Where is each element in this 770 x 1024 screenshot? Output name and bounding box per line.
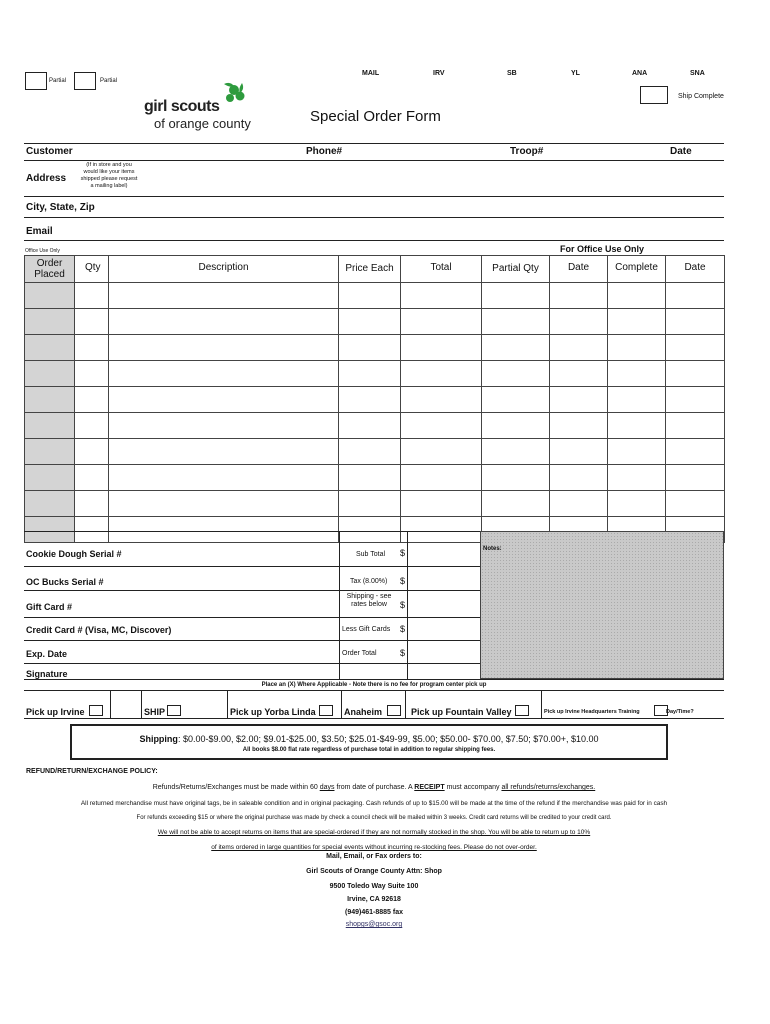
partial-label-2: Partial bbox=[100, 78, 118, 84]
col-date-1: Date bbox=[550, 256, 608, 283]
order-cell[interactable] bbox=[550, 335, 608, 361]
order-cell[interactable] bbox=[25, 283, 75, 309]
order-cell[interactable] bbox=[109, 309, 339, 335]
order-cell[interactable] bbox=[25, 491, 75, 517]
pickup-irvine-label: Pick up Irvine bbox=[26, 707, 85, 717]
order-cell[interactable] bbox=[401, 439, 482, 465]
contact-line-1: Mail, Email, or Fax orders to: bbox=[326, 853, 422, 860]
col-qty: Qty bbox=[75, 256, 109, 283]
tax-dollar: $ bbox=[400, 576, 406, 586]
order-row bbox=[25, 439, 725, 465]
order-cell[interactable] bbox=[109, 439, 339, 465]
cookie-dough-label: Cookie Dough Serial # bbox=[26, 549, 122, 559]
policy-heading: REFUND/RETURN/EXCHANGE POLICY: bbox=[26, 768, 158, 775]
page-title: Special Order Form bbox=[310, 108, 441, 125]
order-cell[interactable] bbox=[608, 335, 666, 361]
notes-area[interactable] bbox=[480, 531, 724, 679]
shipping-label: Shipping - see rates below bbox=[346, 593, 392, 608]
order-cell[interactable] bbox=[608, 309, 666, 335]
sub-total-label: Sub Total bbox=[356, 551, 386, 558]
order-row bbox=[25, 335, 725, 361]
order-cell[interactable] bbox=[401, 335, 482, 361]
order-cell[interactable] bbox=[666, 413, 725, 439]
order-cell[interactable] bbox=[482, 387, 550, 413]
order-cell[interactable] bbox=[109, 491, 339, 517]
col-price-each: Price Each bbox=[339, 256, 401, 283]
order-cell[interactable] bbox=[75, 517, 109, 543]
partial-label-1: Partial bbox=[49, 78, 67, 84]
order-cell[interactable] bbox=[339, 361, 401, 387]
order-cell[interactable] bbox=[608, 283, 666, 309]
order-cell[interactable] bbox=[339, 465, 401, 491]
policy-line-5: of items ordered in large quantities for special events without incurring re-stocking fees. Please do not over-order. bbox=[211, 844, 537, 851]
contact-line-4: Irvine, CA 92618 bbox=[347, 896, 401, 903]
signature-label: Signature bbox=[26, 669, 68, 679]
order-cell[interactable] bbox=[401, 465, 482, 491]
order-cell[interactable] bbox=[339, 517, 401, 543]
anaheim-checkbox[interactable] bbox=[387, 705, 401, 716]
order-cell[interactable] bbox=[25, 439, 75, 465]
order-cell[interactable] bbox=[666, 439, 725, 465]
exp-date-label: Exp. Date bbox=[26, 649, 68, 659]
sub-total-dollar: $ bbox=[400, 548, 406, 558]
anaheim-label: Anaheim bbox=[344, 707, 383, 717]
order-cell[interactable] bbox=[550, 361, 608, 387]
shipping-dollar: $ bbox=[400, 600, 406, 610]
logo-line-1: girl scouts bbox=[144, 98, 220, 115]
order-cell[interactable] bbox=[339, 283, 401, 309]
order-cell[interactable] bbox=[401, 387, 482, 413]
policy-line-4: We will not be able to accept returns on items that are special-ordered if they are not normally stocked in the shop. You will be able to return up to 10% bbox=[157, 829, 591, 836]
pickup-yorba-linda-label: Pick up Yorba Linda bbox=[230, 707, 316, 717]
code-yl: YL bbox=[571, 70, 580, 77]
order-cell[interactable] bbox=[666, 335, 725, 361]
order-cell[interactable] bbox=[608, 387, 666, 413]
order-cell[interactable] bbox=[339, 335, 401, 361]
order-cell[interactable] bbox=[339, 309, 401, 335]
col-order-placed: Order Placed bbox=[25, 256, 75, 283]
less-gift-cards-label: Less Gift Cards bbox=[342, 626, 391, 633]
order-cell[interactable] bbox=[25, 361, 75, 387]
order-cell[interactable] bbox=[401, 491, 482, 517]
order-cell[interactable] bbox=[666, 309, 725, 335]
order-cell[interactable] bbox=[75, 335, 109, 361]
contact-line-3: 9500 Toledo Way Suite 100 bbox=[329, 883, 419, 890]
order-cell[interactable] bbox=[75, 465, 109, 491]
order-cell[interactable] bbox=[666, 491, 725, 517]
order-cell[interactable] bbox=[550, 387, 608, 413]
order-cell[interactable] bbox=[109, 413, 339, 439]
order-cell[interactable] bbox=[608, 491, 666, 517]
code-sna: SNA bbox=[690, 70, 705, 77]
order-row bbox=[25, 491, 725, 517]
contact-line-2: Girl Scouts of Orange County Attn: Shop bbox=[306, 868, 442, 875]
pickup-instruction: Place an (X) Where Applicable - Note there is no fee for program center pick up bbox=[261, 682, 487, 688]
col-description: Description bbox=[109, 256, 339, 283]
order-cell[interactable] bbox=[75, 387, 109, 413]
date-label: Date bbox=[670, 146, 692, 157]
policy-line-2: All returned merchandise must have original tags, be in saleable condition and in original packaging. Cash refunds of up to $15.00 will be made at the time of the refund if the merchandise was paid for in cash bbox=[80, 800, 668, 807]
order-cell[interactable] bbox=[608, 413, 666, 439]
notes-label: Notes: bbox=[483, 546, 502, 552]
partial-checkbox-1[interactable] bbox=[25, 72, 47, 90]
order-cell[interactable] bbox=[482, 309, 550, 335]
policy-line-1: Refunds/Returns/Exchanges must be made within 60 days from date of purchase. A RECEIPT must accompany all refunds/returns/exchanges. bbox=[152, 784, 596, 791]
shipping-rates: Shipping: $0.00-$9.00, $2.00; $9.01-$25.00, $3.50; $25.01-$49-99, $5.00; $50.00- $70.00, $7.50; $70.00+, $10.00 bbox=[139, 734, 599, 744]
ship-complete-checkbox[interactable] bbox=[640, 86, 668, 104]
order-cell[interactable] bbox=[109, 517, 339, 543]
order-cell[interactable] bbox=[482, 335, 550, 361]
order-cell[interactable] bbox=[401, 309, 482, 335]
order-cell[interactable] bbox=[550, 491, 608, 517]
order-cell[interactable] bbox=[482, 283, 550, 309]
logo bbox=[142, 80, 272, 136]
order-cell[interactable] bbox=[550, 283, 608, 309]
ship-complete-label: Ship Complete bbox=[678, 93, 724, 100]
order-cell[interactable] bbox=[339, 439, 401, 465]
order-cell[interactable] bbox=[109, 387, 339, 413]
contact-line-5: (949)461-8885 fax bbox=[345, 909, 403, 916]
order-cell[interactable] bbox=[109, 361, 339, 387]
order-row bbox=[25, 309, 725, 335]
order-cell[interactable] bbox=[401, 361, 482, 387]
ship-checkbox[interactable] bbox=[167, 705, 181, 716]
order-cell[interactable] bbox=[75, 361, 109, 387]
order-row bbox=[25, 283, 725, 309]
policy-line-3: For refunds exceeding $15 or where the original purchase was made by check a council check will be mailed within 3 weeks. Credit card returns will be credited to your credit card. bbox=[136, 815, 612, 821]
shipping-rates-box bbox=[70, 724, 668, 760]
order-cell[interactable] bbox=[25, 309, 75, 335]
code-mail: MAIL bbox=[362, 70, 380, 77]
order-cell[interactable] bbox=[482, 413, 550, 439]
troop-label: Troop# bbox=[510, 146, 544, 157]
order-cell[interactable] bbox=[482, 439, 550, 465]
code-irv: IRV bbox=[433, 70, 445, 77]
pickup-irvine-checkbox[interactable] bbox=[89, 705, 103, 716]
order-cell[interactable] bbox=[550, 439, 608, 465]
order-cell[interactable] bbox=[75, 283, 109, 309]
order-cell[interactable] bbox=[608, 439, 666, 465]
order-cell[interactable] bbox=[550, 309, 608, 335]
order-cell[interactable] bbox=[666, 283, 725, 309]
order-cell[interactable] bbox=[666, 387, 725, 413]
email-label: Email bbox=[26, 226, 53, 237]
order-table bbox=[24, 255, 725, 543]
col-total: Total bbox=[401, 256, 482, 283]
order-cell[interactable] bbox=[666, 465, 725, 491]
order-cell[interactable] bbox=[666, 361, 725, 387]
order-cell[interactable] bbox=[482, 491, 550, 517]
order-cell[interactable] bbox=[339, 413, 401, 439]
address-note: (If in store and you would like your items shipped please request a mailing label) bbox=[80, 162, 138, 189]
order-cell[interactable] bbox=[550, 465, 608, 491]
order-cell[interactable] bbox=[401, 517, 482, 543]
pickup-hq-training-label: Pick up Irvine Headquarters Training bbox=[544, 709, 640, 715]
order-cell[interactable] bbox=[339, 491, 401, 517]
oc-bucks-label: OC Bucks Serial # bbox=[26, 577, 104, 587]
order-cell[interactable] bbox=[25, 517, 75, 543]
col-partial-qty: Partial Qty bbox=[482, 256, 550, 283]
order-cell[interactable] bbox=[482, 465, 550, 491]
order-total-dollar: $ bbox=[400, 648, 406, 658]
order-cell[interactable] bbox=[25, 465, 75, 491]
phone-label: Phone# bbox=[306, 146, 343, 157]
logo-line-2: of orange county bbox=[154, 116, 251, 131]
customer-label: Customer bbox=[26, 146, 73, 157]
less-gift-dollar: $ bbox=[400, 624, 406, 634]
ship-label: SHIP bbox=[144, 707, 166, 717]
order-cell[interactable] bbox=[75, 413, 109, 439]
order-cell[interactable] bbox=[25, 387, 75, 413]
order-cell[interactable] bbox=[401, 413, 482, 439]
pickup-fountain-valley-checkbox[interactable] bbox=[515, 705, 529, 716]
books-note: All books $8.00 flat rate regardless of purchase total in addition to regular shipping fees. bbox=[242, 747, 496, 753]
order-row bbox=[25, 413, 725, 439]
order-cell[interactable] bbox=[25, 413, 75, 439]
address-label: Address bbox=[26, 173, 67, 184]
pickup-yorba-linda-checkbox[interactable] bbox=[319, 705, 333, 716]
order-cell[interactable] bbox=[401, 283, 482, 309]
tax-label: Tax (8.00%) bbox=[350, 578, 388, 585]
order-row bbox=[25, 465, 725, 491]
col-complete: Complete bbox=[608, 256, 666, 283]
order-cell[interactable] bbox=[608, 361, 666, 387]
order-cell[interactable] bbox=[482, 361, 550, 387]
order-cell[interactable] bbox=[75, 491, 109, 517]
pickup-fountain-valley-label: Pick up Fountain Valley bbox=[411, 707, 512, 717]
gift-card-label: Gift Card # bbox=[26, 602, 73, 612]
order-total-label: Order Total bbox=[342, 650, 377, 657]
order-cell[interactable] bbox=[550, 413, 608, 439]
order-cell[interactable] bbox=[109, 335, 339, 361]
code-sb: SB bbox=[507, 70, 517, 77]
order-cell[interactable] bbox=[25, 335, 75, 361]
credit-card-label: Credit Card # (Visa, MC, Discover) bbox=[26, 625, 172, 635]
office-use-header: For Office Use Only bbox=[560, 244, 645, 254]
order-cell[interactable] bbox=[109, 465, 339, 491]
contact-email-link[interactable]: shopgs@gsoc.org bbox=[345, 921, 403, 928]
order-cell[interactable] bbox=[109, 283, 339, 309]
day-time-label: Day/Time? bbox=[666, 709, 694, 715]
office-use-small: Office Use Only bbox=[25, 248, 60, 254]
order-cell[interactable] bbox=[608, 465, 666, 491]
code-ana: ANA bbox=[632, 70, 648, 77]
partial-checkbox-2[interactable] bbox=[74, 72, 96, 90]
order-row bbox=[25, 387, 725, 413]
col-date-2: Date bbox=[666, 256, 725, 283]
order-cell[interactable] bbox=[75, 439, 109, 465]
city-state-zip-label: City, State, Zip bbox=[26, 202, 95, 213]
order-cell[interactable] bbox=[339, 387, 401, 413]
order-cell[interactable] bbox=[75, 309, 109, 335]
order-row bbox=[25, 361, 725, 387]
